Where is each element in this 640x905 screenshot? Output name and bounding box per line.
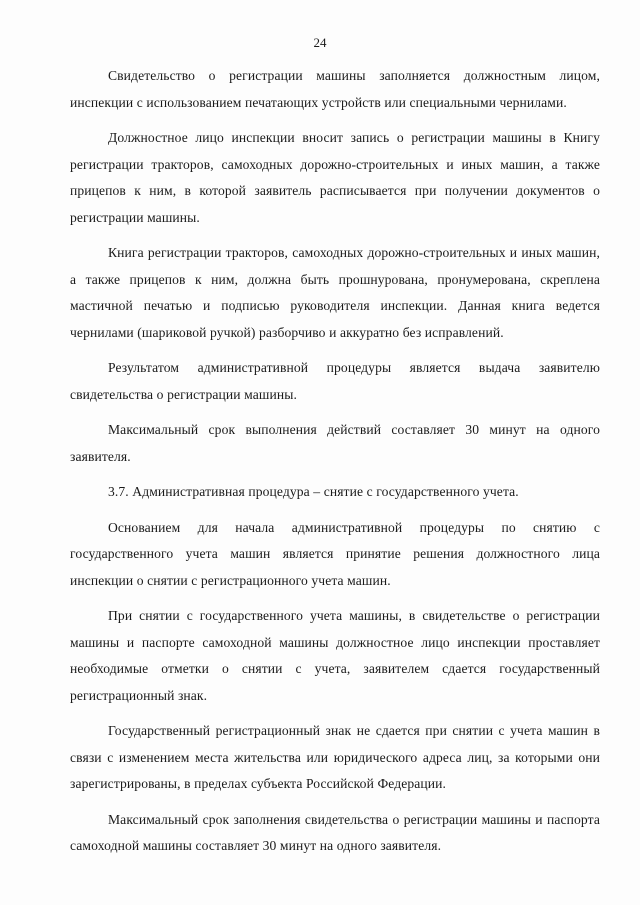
paragraph-plate-not-returned: Государственный регистрационный знак не сдается при снятии с учета машин в связи с изменением места жительства или юридического адреса лиц, за которыми они зарегистрированы, в пределах субъекта Российской Федерации. — [70, 723, 600, 791]
section-heading-3-7: 3.7. Административная процедура – снятие с государственного учета. — [108, 484, 519, 499]
paragraph-max-time: Максимальный срок выполнения действий составляет 30 минут на одного заявителя. — [70, 422, 600, 464]
paragraph-procedure-result: Результатом административной процедуры является выдача заявителю свидетельства о регистрации машины. — [70, 360, 600, 402]
paragraph-registration-record: Должностное лицо инспекции вносит запись о регистрации машины в Книгу регистрации тракторов, самоходных дорожно-строительных и иных машин, а также прицепов к ним, в которой заявитель расписывается при получении документов о регистрации машины. — [70, 130, 600, 225]
page-number: 24 — [313, 35, 327, 50]
paragraph-certificate-filling: Свидетельство о регистрации машины заполняется должностным лицом, инспекции с использованием печатающих устройств или специальными чернилами. — [70, 68, 600, 110]
paragraph-filling-time: Максимальный срок заполнения свидетельства о регистрации машины и паспорта самоходной машины составляет 30 минут на одного заявителя. — [70, 811, 600, 853]
paragraph-deregistration-marks: При снятии с государственного учета машины, в свидетельстве о регистрации машины и паспорте самоходной машины должностное лицо инспекции проставляет необходимые отметки о снятии с учета, заявителем сдается государственный регистрационный знак. — [70, 608, 600, 703]
paragraph-registration-book: Книга регистрации тракторов, самоходных дорожно-строительных и иных машин, а также прицепов к ним, должна быть прошнурована, пронумерована, скреплена мастичной печатью и подписью руководителя инспекции. Данная книга ведется чернилами (шариковой ручкой) разборчиво и аккуратно без исправлений. — [70, 245, 600, 340]
paragraph-deregistration-basis: Основанием для начала административной процедуры по снятию с государственного учета машин является принятие решения должностного лица инспекции о снятии с регистрационного учета машин. — [70, 519, 600, 588]
document-body — [70, 63, 600, 869]
